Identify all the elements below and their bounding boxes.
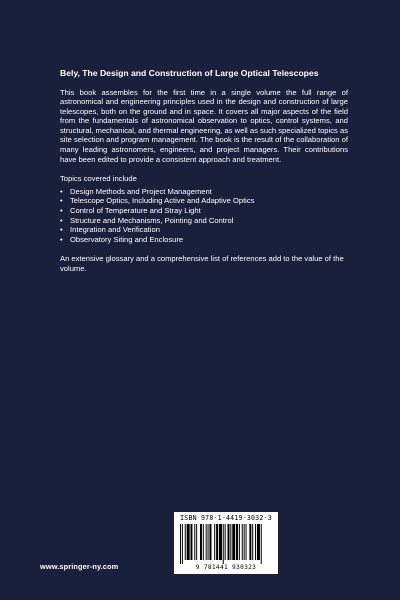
barcode-bar	[196, 524, 197, 560]
bullet-icon: •	[60, 196, 63, 206]
barcode-bar	[216, 524, 218, 560]
barcode-bar	[242, 524, 243, 560]
barcode-bar	[194, 524, 195, 560]
barcode-bar	[219, 524, 222, 560]
barcode-bar	[252, 524, 253, 560]
barcode-bar	[246, 524, 247, 560]
bullet-icon: •	[60, 215, 63, 225]
topic-item: • Design Methods and Project Management	[60, 186, 212, 196]
barcode-bar	[223, 524, 224, 564]
closing-paragraph: An extensive glossary and a comprehensive list of references add to the value of the volume.	[60, 254, 344, 273]
ean-digits: 9 781441 930323	[195, 564, 257, 571]
isbn-text: ISBN 978-1-4419-3032-3	[180, 514, 272, 522]
topic-item: • Structure and Mechanisms, Pointing and Control	[60, 215, 234, 225]
topic-item: • Control of Temperature and Stray Light	[60, 206, 201, 216]
barcode-icon	[180, 524, 272, 564]
book-title: Bely, The Design and Construction of Large Optical Telescopes	[60, 68, 319, 78]
barcode-bar	[249, 524, 251, 560]
bullet-icon: •	[60, 234, 63, 244]
barcode-bar	[208, 524, 209, 560]
publisher-website: www.springer-ny.com	[40, 562, 119, 571]
barcode-bar	[203, 524, 204, 560]
back-cover-text	[60, 68, 348, 274]
barcode-label	[174, 512, 278, 574]
barcode-bar	[257, 524, 260, 560]
barcode-bar	[185, 524, 186, 560]
barcode-bar	[190, 524, 192, 560]
topic-item: • Integration and Verification	[60, 225, 160, 235]
bullet-icon: •	[60, 225, 63, 235]
topic-item: • Observatory Siting and Enclosure	[60, 234, 184, 244]
barcode-bar	[209, 524, 211, 560]
barcode-bar	[244, 524, 245, 560]
barcode-bar	[255, 524, 256, 560]
barcode-bar	[225, 524, 226, 560]
topic-item: • Telescope Optics, Including Active and Adaptive Optics	[60, 196, 255, 206]
barcode-bar	[230, 524, 231, 560]
barcode-bar	[232, 524, 235, 560]
barcode-bar	[228, 524, 230, 560]
barcode-bar	[236, 524, 238, 560]
barcode-bar	[200, 524, 202, 560]
barcode-bar	[214, 524, 215, 560]
barcode-bar	[239, 524, 240, 560]
topics-intro: Topics covered include	[60, 174, 137, 184]
barcode-bar	[187, 524, 190, 560]
topics-list	[60, 187, 348, 245]
bullet-icon: •	[60, 206, 63, 216]
book-description: This book assembles for the first time in a single volume the full range of astronomical and engineering principles used in the design and construction of large telescopes, both on the ground and in space. It covers all major aspects of the field from the fundamentals of astronomical observation to optics, control systems, and structural, mechanical, and thermal engineering, as well as such specialized topics as site selection and program management. The book is the result of the collaboration of many leading astronomers, engineers, and project managers. Their contributions have been edited to provide a consistent approach and treatment.	[60, 87, 348, 164]
barcode-bar	[180, 524, 181, 564]
bullet-icon: •	[60, 186, 63, 196]
barcode-bar	[182, 524, 183, 564]
barcode-bar	[206, 524, 207, 560]
barcode-bar	[261, 524, 262, 564]
